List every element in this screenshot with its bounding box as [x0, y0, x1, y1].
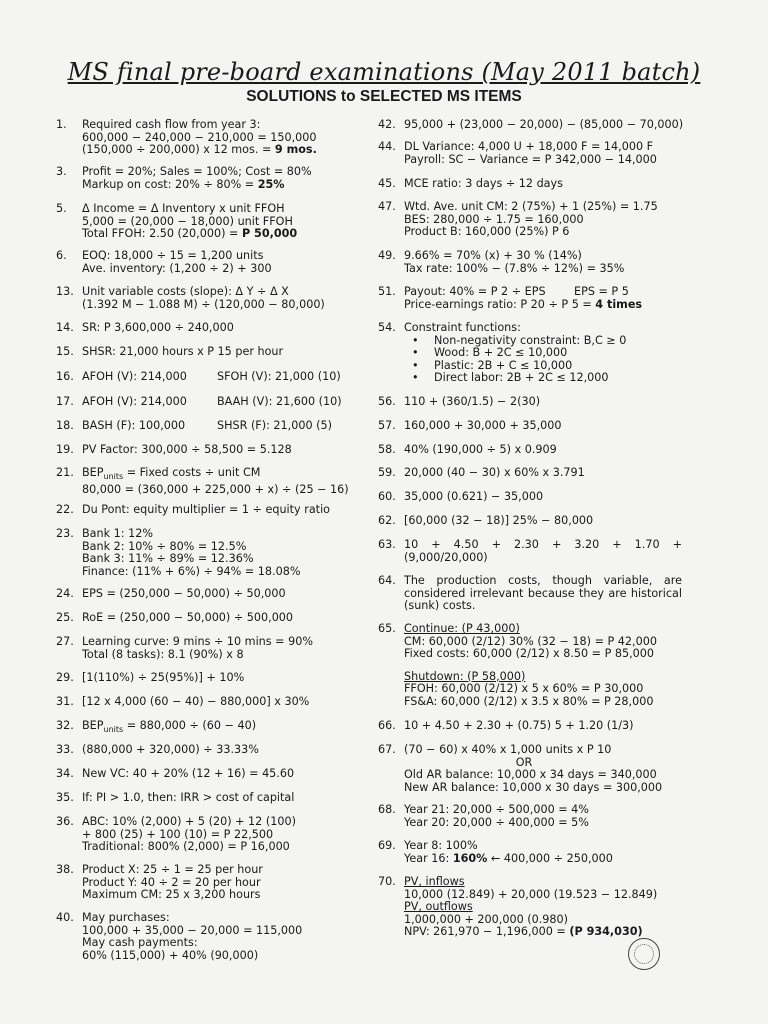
solution-text: Δ Income = Δ Inventory x unit FFOH	[82, 202, 285, 215]
solution-text: Bank 1: 12%	[82, 527, 153, 540]
solution-text: 33.	[56, 743, 74, 756]
solution-text: 36.	[56, 815, 74, 828]
solution-text: 49.	[378, 249, 396, 262]
solution-text: 29.	[56, 671, 74, 684]
solution-text: EOQ: 18,000 ÷ 15 = 1,200 units	[82, 249, 264, 262]
solution-text: Maximum CM: 25 x 3,200 hours	[82, 888, 261, 902]
solution-text: 18.	[56, 419, 74, 432]
solution-text: 3.	[56, 165, 67, 178]
solution-text: AFOH (V): 214,000	[82, 370, 187, 383]
solution-text: 22.	[56, 503, 74, 516]
solution-text: (1.392 M − 1.088 M) ÷ (120,000 − 80,000)	[82, 297, 325, 311]
solution-text: 1,000,000 + 200,000 (0.980)	[404, 912, 568, 926]
solution-text: 4 times	[595, 297, 643, 311]
solution-text: RoE = (250,000 − 50,000) ÷ 500,000	[82, 611, 294, 624]
solution-text: 16.	[56, 370, 74, 383]
solution-text: [12 x 4,000 (60 − 40) − 880,000] x 30%	[82, 695, 310, 708]
solution-text: BAAH (V): 21,600 (10)	[217, 395, 342, 408]
solution-text: Year 8: 100%	[404, 839, 478, 852]
solution-text: May cash payments:	[82, 936, 198, 950]
solution-text: 69.	[378, 839, 396, 852]
solution-text: Learning curve: 9 mins ÷ 10 mins = 90%	[82, 635, 313, 648]
solution-text: 160%	[452, 851, 488, 865]
solution-text: BASH (F): 100,000	[82, 419, 186, 432]
solution-text: 57.	[378, 419, 396, 432]
solution-text: Bank 3: 11% ÷ 89% = 12.36%	[82, 552, 254, 566]
solution-text: 58.	[378, 443, 396, 456]
solution-text: Total (8 tasks): 8.1 (90%) x 8	[82, 647, 244, 661]
solution-text: Year 21: 20,000 ÷ 500,000 = 4%	[404, 803, 589, 816]
solution-text: 160,000 + 30,000 + 35,000	[404, 419, 562, 432]
solution-text: 24.	[56, 587, 74, 600]
solution-text: BEP	[82, 466, 104, 479]
solution-text: 6.	[56, 249, 67, 262]
solution-text: 59.	[378, 466, 396, 479]
solution-text: P 50,000	[241, 227, 298, 241]
solution-text: 25.	[56, 611, 74, 624]
solution-text: 65.	[378, 622, 396, 635]
solution-text: 70.	[378, 875, 396, 888]
solution-text: 600,000 − 240,000 − 210,000 = 150,000	[82, 130, 317, 144]
solution-text: 110 + (360/1.5) − 2(30)	[404, 395, 541, 408]
solution-text: 38.	[56, 863, 74, 876]
solution-text: Markup on cost: 20% ÷ 80% =	[82, 177, 258, 191]
solution-text: (P 934,030)	[569, 925, 643, 939]
solution-text: OR	[515, 755, 533, 769]
solution-text: 35.	[56, 791, 74, 804]
solution-text: 25%	[257, 177, 285, 191]
solution-text: Product B: 160,000 (25%) P 6	[404, 225, 570, 239]
solution-text: 14.	[56, 321, 74, 334]
solution-text: 66.	[378, 719, 396, 732]
solution-text: (70 − 60) x 40% x 1,000 units x P 10	[404, 743, 612, 756]
solution-text: = 880,000 ÷ (60 − 40)	[123, 719, 257, 732]
solution-text: 10,000 (12.849) + 20,000 (19.523 − 12.849)	[404, 887, 658, 901]
solution-text: BEP	[82, 719, 104, 732]
solution-text: Bank 2: 10% ÷ 80% = 12.5%	[82, 539, 247, 553]
solution-text: 56.	[378, 395, 396, 408]
solution-text: 9 mos.	[274, 143, 317, 157]
solution-text: ABC: 10% (2,000) + 5 (20) + 12 (100)	[82, 815, 296, 828]
solution-text: If: PI > 1.0, then: IRR > cost of capital	[82, 791, 295, 804]
solution-text: 35,000 (0.621) − 35,000	[404, 490, 544, 503]
solution-text: 40% (190,000 ÷ 5) x 0.909	[404, 443, 557, 456]
solution-text: SFOH (V): 21,000 (10)	[217, 370, 341, 383]
solution-text: 23.	[56, 527, 74, 540]
solution-text: FFOH: 60,000 (2/12) x 5 x 60% = P 30,000	[404, 682, 644, 696]
solution-text: 19.	[56, 443, 74, 456]
solution-text: units	[103, 725, 124, 735]
solution-text: 21.	[56, 466, 74, 479]
solution-text: 64.	[378, 574, 396, 587]
solution-text: PV, outflows	[404, 900, 473, 914]
solution-text: MCE ratio: 3 days ÷ 12 days	[404, 177, 563, 190]
solution-text: AFOH (V): 214,000	[82, 395, 187, 408]
solution-text: Product X: 25 ÷ 1 = 25 per hour	[82, 863, 263, 876]
solution-text: 17.	[56, 395, 74, 408]
solution-text: + 800 (25) + 100 (10) = P 22,500	[82, 827, 274, 841]
solution-text: Product Y: 40 ÷ 2 = 20 per hour	[82, 875, 261, 889]
solution-text: Payout: 40% = P 2 ÷ EPS	[404, 285, 546, 298]
solution-text: Du Pont: equity multiplier = 1 ÷ equity ratio	[82, 503, 331, 516]
solution-text: units	[103, 472, 124, 482]
solution-text: NPV: 261,970 − 1,196,000 =	[404, 925, 570, 939]
solution-text: 32.	[56, 719, 74, 732]
solution-text: Price-earnings ratio: P 20 ÷ P 5 =	[404, 297, 596, 311]
solution-text: 40.	[56, 911, 74, 924]
solution-text: SR: P 3,600,000 ÷ 240,000	[82, 321, 234, 334]
solution-text: New AR balance: 10,000 x 30 days = 300,000	[404, 780, 663, 794]
solution-text: 44.	[378, 140, 396, 153]
solution-text: [1(110%) ÷ 25(95%)] + 10%	[82, 671, 245, 684]
solution-text: 34.	[56, 767, 74, 780]
solution-text: Required cash flow from year 3:	[82, 118, 261, 131]
solution-text: • Non-negativity constraint: B,C ≥ 0	[404, 335, 626, 348]
solution-text: 27.	[56, 635, 74, 648]
solution-text: • Direct labor: 2B + 2C ≤ 12,000	[404, 372, 626, 385]
solution-text: EPS = (250,000 − 50,000) ÷ 50,000	[82, 587, 286, 600]
solution-text: 47.	[378, 200, 396, 213]
solution-text: Profit = 20%; Sales = 100%; Cost = 80%	[82, 165, 312, 178]
solution-text: Tax rate: 100% − (7.8% ÷ 12%) = 35%	[404, 261, 625, 275]
solution-text: • Plastic: 2B + C ≤ 10,000	[404, 360, 626, 373]
solution-text: 60.	[378, 490, 396, 503]
solution-text: 63.	[378, 538, 396, 551]
solution-text: 31.	[56, 695, 74, 708]
solution-text: 10 + 4.50 + 2.30 + (0.75) 5 + 1.20 (1/3)	[404, 719, 634, 732]
solution-text: 62.	[378, 514, 396, 527]
solution-text: 67.	[378, 743, 396, 756]
solution-text: Ave. inventory: (1,200 ÷ 2) + 300	[82, 261, 272, 275]
solution-text: PV Factor: 300,000 ÷ 58,500 = 5.128	[82, 443, 292, 456]
solution-text: 1.	[56, 118, 67, 131]
solution-text: EPS = P 5	[574, 285, 629, 298]
solution-text: 60% (115,000) + 40% (90,000)	[82, 948, 259, 962]
solution-text: CM: 60,000 (2/12) 30% (32 − 18) = P 42,000	[404, 634, 657, 648]
solution-text: BES: 280,000 ÷ 1.75 = 160,000	[404, 212, 584, 226]
solution-text: = Fixed costs ÷ unit CM	[123, 466, 261, 479]
solution-text: (880,000 + 320,000) ÷ 33.33%	[82, 743, 259, 756]
solution-text: The production costs, though variable, are considered irrelevant because they are historical (sunk) costs.	[404, 574, 682, 613]
solution-text: 51.	[378, 285, 396, 298]
solution-text: Wtd. Ave. unit CM: 2 (75%) + 1 (25%) = 1.75	[404, 200, 658, 213]
solution-text: • Wood: B + 2C ≤ 10,000	[404, 347, 626, 360]
solution-text: 100,000 + 35,000 − 20,000 = 115,000	[82, 923, 303, 937]
solution-text: 45.	[378, 177, 396, 190]
solution-text: 13.	[56, 285, 74, 298]
stamp-seal	[628, 938, 660, 970]
solution-text: 42.	[378, 118, 396, 131]
solution-text: May purchases:	[82, 911, 170, 924]
solution-text: PV, inflows	[404, 875, 465, 888]
solution-text: Finance: (11% + 6%) ÷ 94% = 18.08%	[82, 564, 301, 578]
solution-text: Year 20: 20,000 ÷ 400,000 = 5%	[404, 815, 589, 829]
solution-text: FS&A: 60,000 (2/12) x 3.5 x 80% = P 28,000	[404, 694, 654, 708]
solution-text: Total FFOH: 2.50 (20,000) =	[82, 227, 242, 241]
solution-text: Fixed costs: 60,000 (2/12) x 8.50 = P 85,000	[404, 647, 655, 661]
solution-text: New VC: 40 + 20% (12 + 16) = 45.60	[82, 767, 295, 780]
solution-text: Old AR balance: 10,000 x 34 days = 340,000	[404, 768, 657, 782]
solution-text: 68.	[378, 803, 396, 816]
solution-text: Traditional: 800% (2,000) = P 16,000	[82, 840, 290, 854]
solution-text: ← 400,000 ÷ 250,000	[487, 851, 613, 865]
page-subtitle: SOLUTIONS to SELECTED MS ITEMS	[246, 88, 522, 105]
solution-text: 80,000 = (360,000 + 225,000 + x) ÷ (25 − 16)	[82, 482, 349, 496]
solution-text: 5.	[56, 202, 67, 215]
solution-text: 95,000 + (23,000 − 20,000) − (85,000 − 70,000)	[404, 118, 684, 131]
solution-text: 5,000 = (20,000 − 18,000) unit FFOH	[82, 214, 293, 228]
solution-text: 9.66% = 70% (x) + 30 % (14%)	[404, 249, 582, 262]
solution-text: 20,000 (40 − 30) x 60% x 3.791	[404, 466, 585, 479]
page-title: MS final pre-board examinations (May 2011 batch)	[67, 58, 701, 86]
solution-text: [60,000 (32 − 18)] 25% − 80,000	[404, 514, 594, 527]
solution-text: (150,000 ÷ 200,000) x 12 mos. =	[82, 143, 275, 157]
solution-text: Payroll: SC − Variance = P 342,000 − 14,000	[404, 152, 657, 166]
solution-text: SHSR (F): 21,000 (5)	[217, 419, 332, 432]
solution-text: Constraint functions:	[404, 321, 521, 334]
solution-text: 15.	[56, 345, 74, 358]
solution-text: SHSR: 21,000 hours x P 15 per hour	[82, 345, 284, 358]
solution-text: DL Variance: 4,000 U + 18,000 F = 14,000 F	[404, 140, 654, 153]
solution-text: 10 + 4.50 + 2.30 + 3.20 + 1.70 + (9,000/20,000)	[404, 538, 682, 564]
solution-text: Year 16:	[404, 851, 453, 865]
solution-text: Continue: (P 43,000)	[404, 622, 520, 635]
solution-text: Unit variable costs (slope): Δ Y ÷ Δ X	[82, 285, 289, 298]
solution-text: 54.	[378, 321, 396, 334]
solution-text: Shutdown: (P 58,000)	[404, 669, 526, 683]
